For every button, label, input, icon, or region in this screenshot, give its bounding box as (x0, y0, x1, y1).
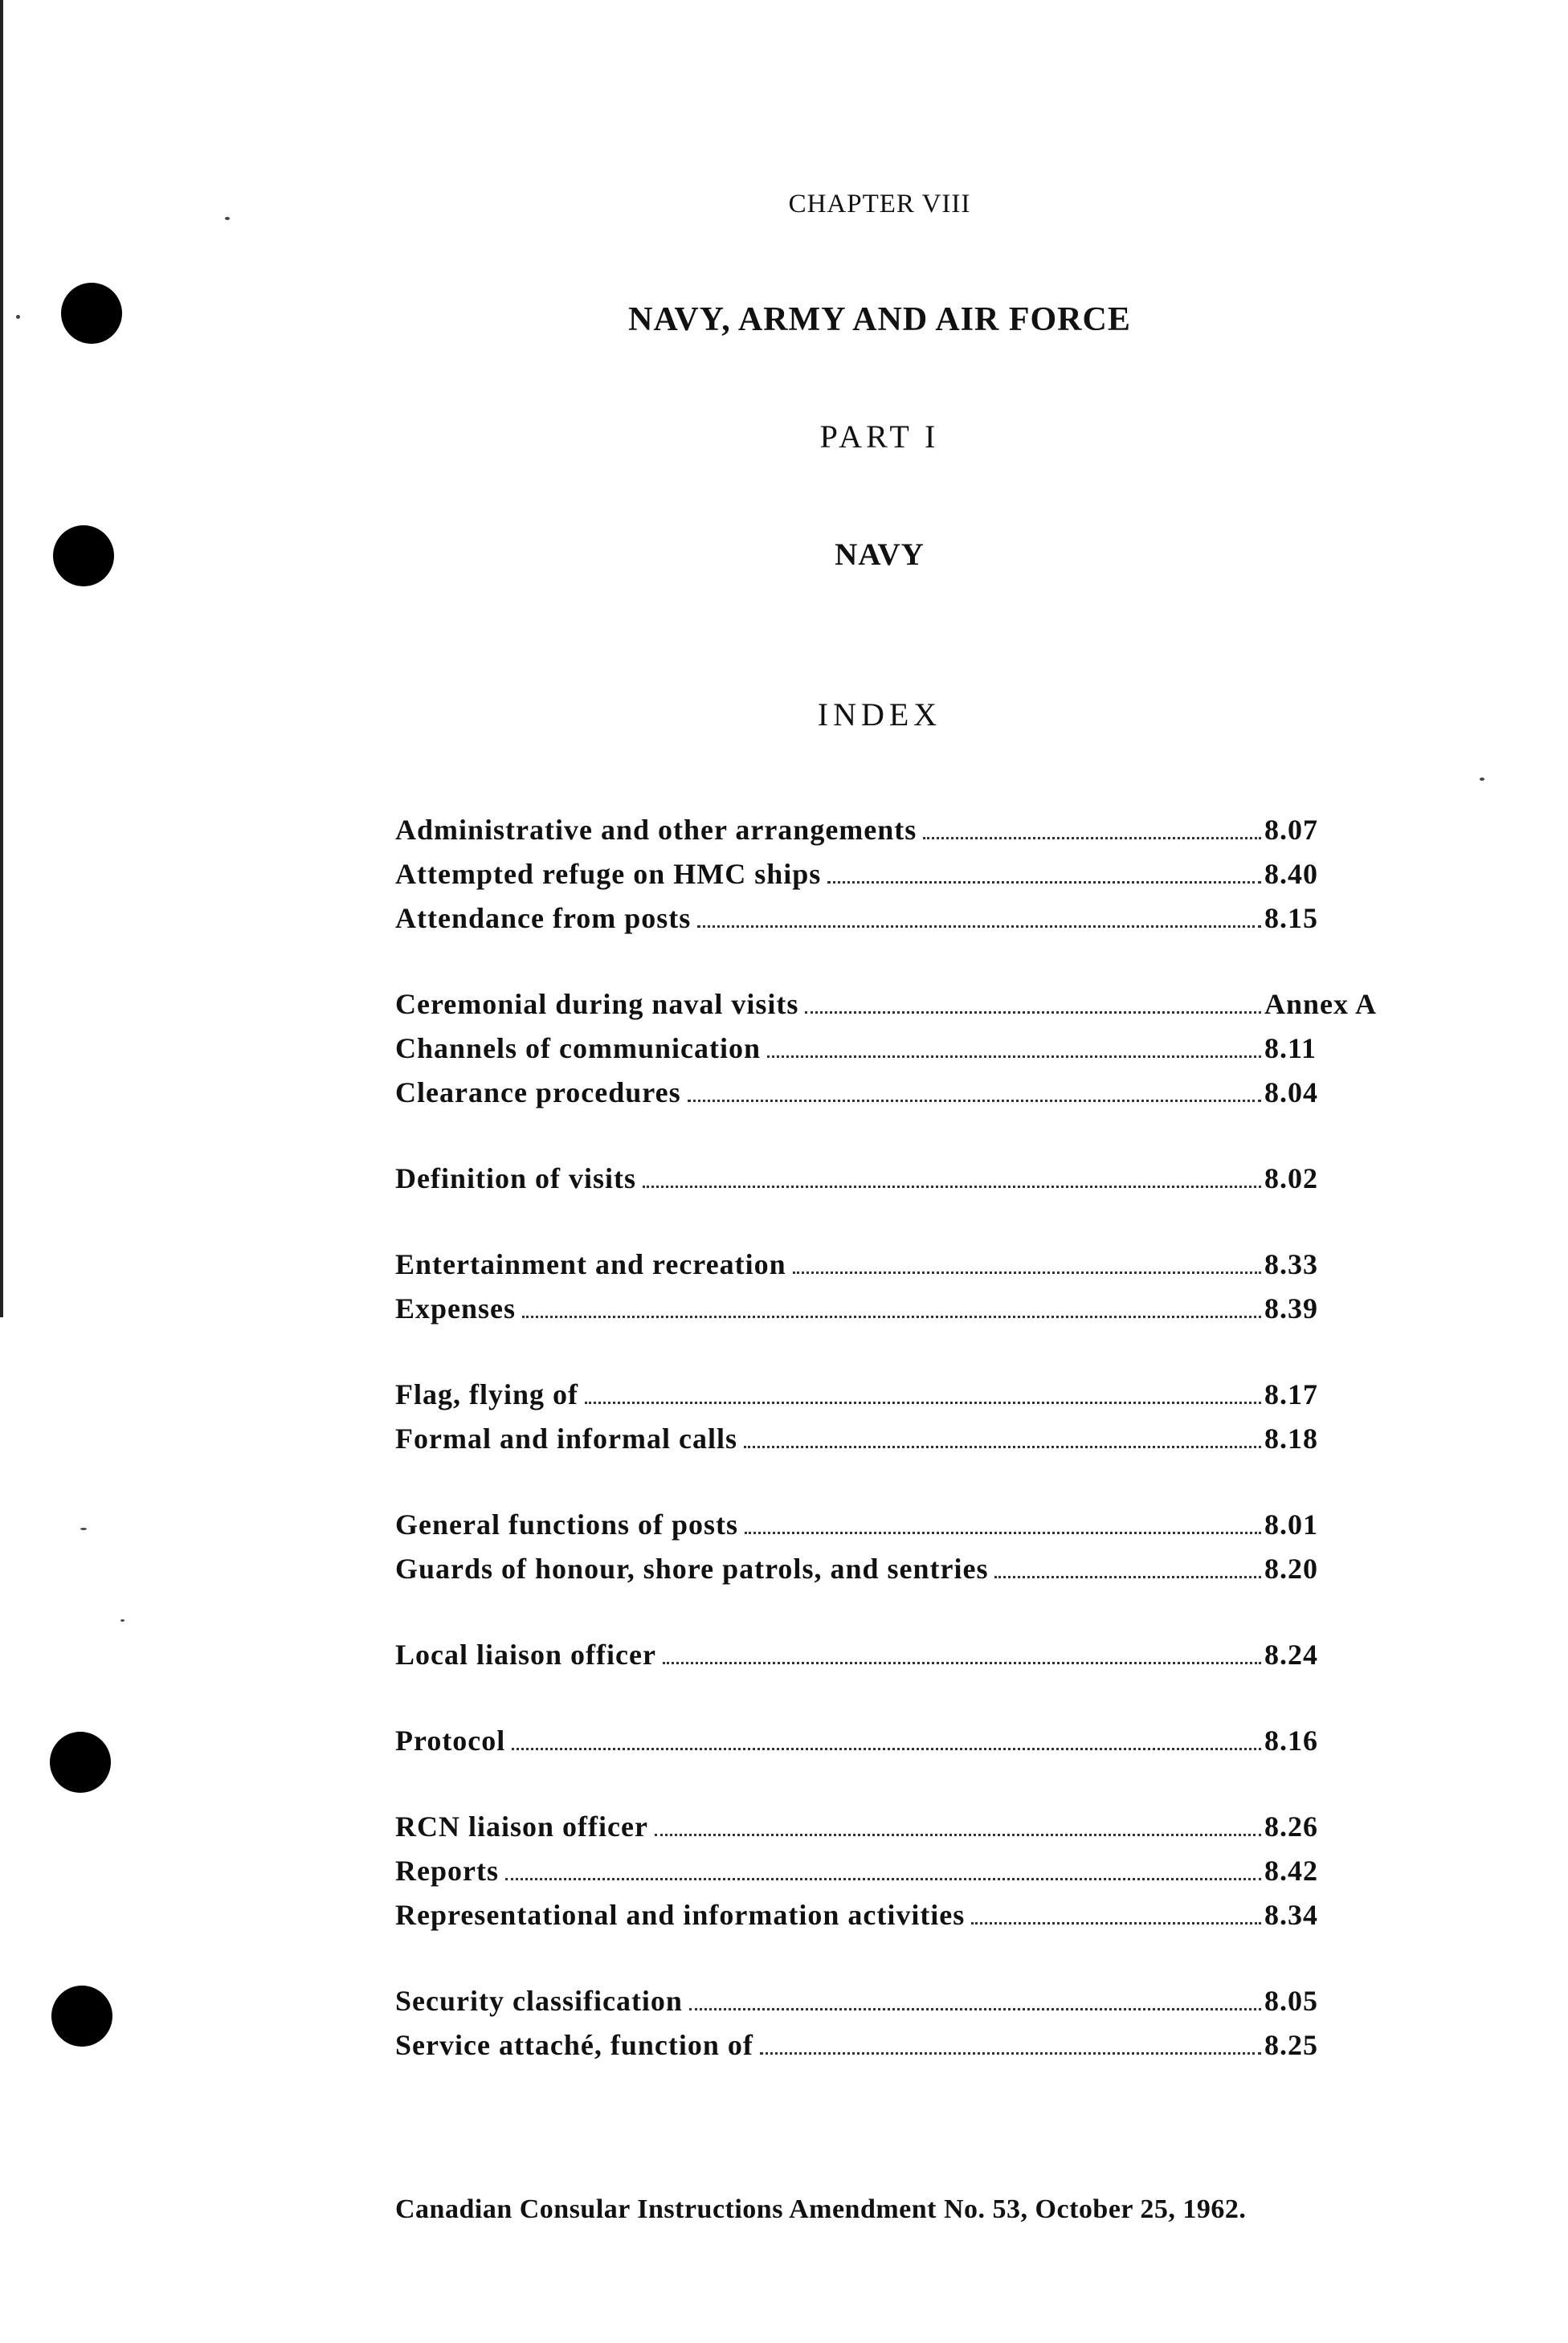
index-entry-reference: 8.15 (1264, 902, 1318, 934)
dot-leader (522, 1316, 1261, 1318)
dot-leader (923, 837, 1261, 839)
index-entry (395, 1849, 1359, 1893)
scan-speck (1480, 778, 1484, 781)
index-entry (395, 1243, 1359, 1287)
index-group (395, 808, 1359, 941)
dot-leader (505, 1878, 1261, 1880)
index-entry-label: Representational and information activities (395, 1899, 966, 1931)
index-group (395, 1979, 1359, 2067)
dot-leader (689, 2008, 1261, 2010)
index-entry (395, 1071, 1359, 1115)
index-entry-label: Clearance procedures (395, 1076, 681, 1108)
index-entry (395, 1373, 1359, 1417)
index-group (395, 1633, 1359, 1677)
index-entry-label: Entertainment and recreation (395, 1248, 786, 1280)
index-group (395, 1805, 1359, 1937)
section-heading: NAVY (835, 537, 925, 572)
index-entry (395, 1027, 1359, 1071)
index-entry (395, 1503, 1359, 1547)
index-entry-reference: 8.16 (1264, 1725, 1318, 1757)
chapter-heading: CHAPTER VIII (788, 190, 971, 218)
index-entry (395, 1287, 1359, 1331)
index-entry (395, 2023, 1359, 2067)
dot-leader (663, 1662, 1261, 1664)
index-group (395, 1243, 1359, 1331)
dot-leader (697, 925, 1261, 928)
dot-leader (688, 1100, 1261, 1102)
index-entry-label: General functions of posts (395, 1508, 739, 1541)
index-entry-reference: 8.02 (1264, 1162, 1318, 1194)
index-entry (395, 1805, 1359, 1849)
scan-speck (120, 1619, 125, 1622)
index-entry-label: RCN liaison officer (395, 1810, 648, 1843)
index-entry-label: Attendance from posts (395, 902, 692, 934)
index-entry-label: Reports (395, 1855, 499, 1887)
index-entry (395, 1547, 1359, 1591)
index-entry-reference: 8.18 (1264, 1423, 1318, 1455)
index-entry-reference: 8.04 (1264, 1076, 1318, 1108)
index-entry-reference: 8.07 (1264, 814, 1318, 846)
index-entry (395, 1157, 1359, 1201)
index-entry-reference: 8.05 (1264, 1985, 1318, 2017)
index-group (395, 982, 1378, 1115)
index-group (395, 1503, 1359, 1591)
index-entry-label: Local liaison officer (395, 1639, 656, 1671)
index-entry (395, 1719, 1359, 1763)
dot-leader (744, 1446, 1261, 1448)
scan-speck (80, 1528, 87, 1530)
index-entry-reference: 8.26 (1264, 1810, 1318, 1843)
index-entry-label: Formal and informal calls (395, 1423, 737, 1455)
index-entry (395, 1633, 1359, 1677)
index-entry-reference: 8.40 (1264, 858, 1318, 890)
index-entry-reference: 8.42 (1264, 1855, 1318, 1887)
dot-leader (805, 1011, 1261, 1014)
index-entry-label: Channels of communication (395, 1032, 762, 1064)
index-entry (395, 808, 1359, 852)
index-list (395, 808, 1378, 2109)
index-entry-label: Service attaché, function of (395, 2029, 753, 2061)
dot-leader (827, 881, 1261, 884)
dot-leader (643, 1186, 1261, 1188)
index-entry-label: Guards of honour, shore patrols, and sentries (395, 1553, 989, 1585)
index-group (395, 1157, 1359, 1201)
dot-leader (760, 2052, 1261, 2055)
index-entry-reference: 8.17 (1264, 1378, 1318, 1410)
index-entry-reference: 8.39 (1264, 1292, 1318, 1325)
index-entry (395, 896, 1359, 941)
index-group (395, 1373, 1359, 1461)
index-entry-reference: Annex A (1264, 988, 1378, 1020)
index-entry (395, 1979, 1359, 2023)
index-entry-label: Protocol (395, 1725, 506, 1757)
index-entry (395, 982, 1378, 1027)
dot-leader (994, 1576, 1261, 1578)
index-entry-reference: 8.34 (1264, 1899, 1318, 1931)
dot-leader (767, 1055, 1261, 1058)
index-entry-label: Administrative and other arrangements (395, 814, 917, 846)
index-entry (395, 1893, 1359, 1937)
index-entry-reference: 8.24 (1264, 1639, 1318, 1671)
index-entry-label: Definition of visits (395, 1162, 637, 1194)
footer-citation: Canadian Consular Instructions Amendment No. 53, October 25, 1962. (395, 2194, 1247, 2224)
part-heading: PART I (819, 418, 940, 455)
index-entry-reference: 8.25 (1264, 2029, 1318, 2061)
dot-leader (745, 1532, 1261, 1534)
index-entry-label: Ceremonial during naval visits (395, 988, 799, 1020)
dot-leader (655, 1834, 1261, 1836)
dot-leader (585, 1402, 1261, 1404)
index-entry (395, 1417, 1359, 1461)
dot-leader (793, 1272, 1261, 1274)
index-entry-label: Flag, flying of (395, 1378, 578, 1410)
punch-hole (51, 1986, 112, 2047)
index-entry-reference: 8.11 (1264, 1032, 1317, 1064)
index-entry-reference: 8.01 (1264, 1508, 1318, 1541)
index-entry (395, 852, 1359, 896)
index-entry-reference: 8.20 (1264, 1553, 1318, 1585)
index-entry-reference: 8.33 (1264, 1248, 1318, 1280)
punch-hole (50, 1732, 111, 1793)
dot-leader (971, 1922, 1261, 1925)
index-heading: INDEX (817, 696, 942, 733)
index-entry-label: Attempted refuge on HMC ships (395, 858, 822, 890)
index-entry-label: Expenses (395, 1292, 517, 1325)
document-title: NAVY, ARMY AND AIR FORCE (628, 301, 1131, 338)
index-entry-label: Security classification (395, 1985, 683, 2017)
index-group (395, 1719, 1359, 1763)
dot-leader (512, 1748, 1261, 1750)
